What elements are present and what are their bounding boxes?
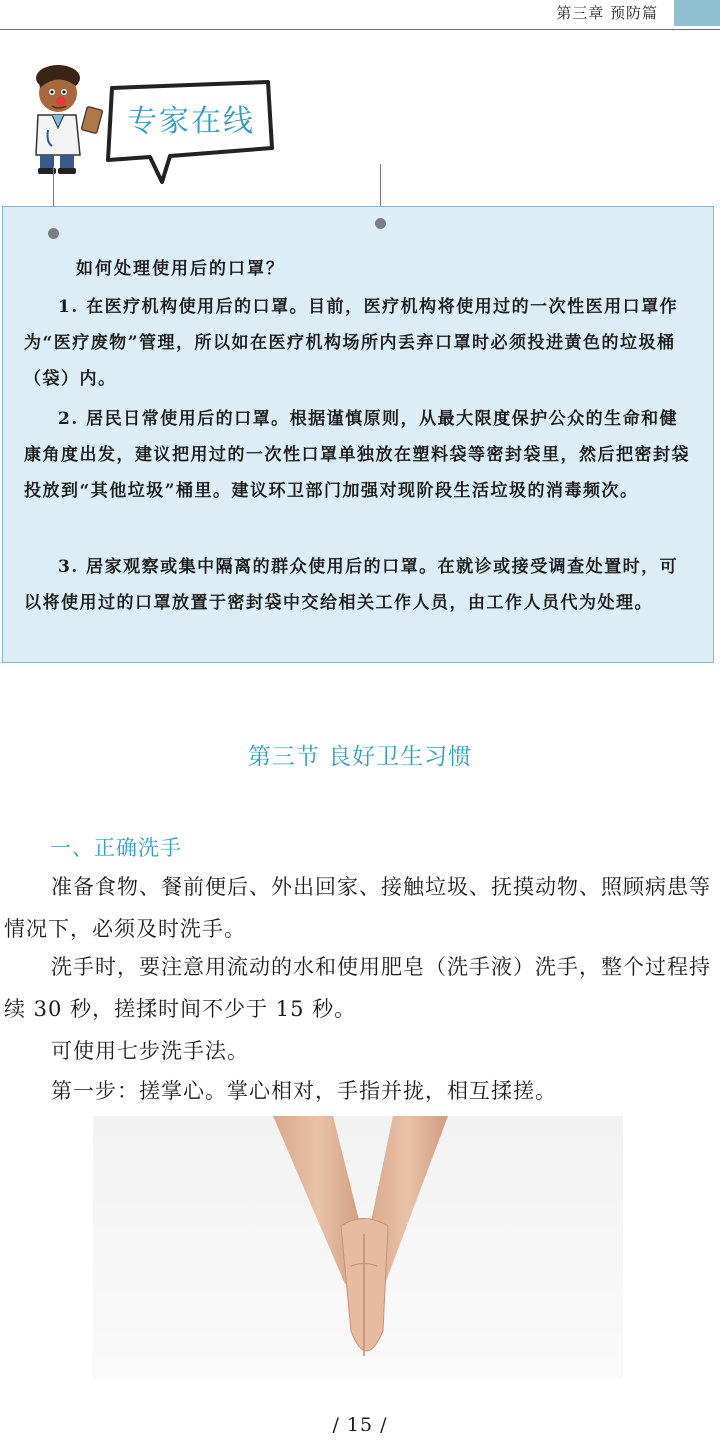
expert-question: 如何处理使用后的口罩？ <box>76 259 285 279</box>
pin-left-front <box>48 228 59 239</box>
body-paragraph-1: 准备食物、餐前便后、外出回家、接触垃圾、抚摸动物、照顾病患等情况下，必须及时洗手。 <box>4 875 711 941</box>
header-rule <box>0 29 720 30</box>
body-paragraph-2: 洗手时，要注意用流动的水和使用肥皂（洗手液）洗手，整个过程持续 30 秒，搓揉时间不少于 15 秒。 <box>4 955 711 1021</box>
chapter-title: 第三章 预防篇 <box>556 4 658 22</box>
page-header <box>0 0 720 30</box>
subheading-hand-washing: 一、正确洗手 <box>50 836 182 860</box>
expert-online-title: 专家在线 <box>127 104 255 139</box>
pin-right-front <box>375 218 386 229</box>
expert-paragraph-2: 2. 居民日常使用后的口罩。根据谨慎原则，从最大限度保护公众的生命和健康角度出发，建议把用过的一次性口罩单独放在塑料袋等密封袋里，然后把密封袋投放到“其他垃圾”桶里。建议环卫部门加强对现阶段生活垃圾的消毒频次。 <box>24 409 690 501</box>
expert-paragraph-3: 3. 居家观察或集中隔离的群众使用后的口罩。在就诊或接受调查处置时，可以将使用过的口罩放置于密封袋中交给相关工作人员，由工作人员代为处理。 <box>24 557 679 613</box>
section-title: 第三节 良好卫生习惯 <box>247 744 473 770</box>
page-number: / 15 / <box>332 1414 388 1436</box>
body-paragraph-3: 可使用七步洗手法。 <box>51 1039 249 1063</box>
body-paragraph-4: 第一步：搓掌心。掌心相对，手指并拢，相互揉搓。 <box>51 1079 557 1103</box>
palm-rubbing-photo <box>93 1116 623 1378</box>
expert-paragraph-1: 1. 在医疗机构使用后的口罩。目前，医疗机构将使用过的一次性医用口罩作为“医疗废物”管理，所以如在医疗机构场所内丢弃口罩时必须投进黄色的垃圾桶（袋）内。 <box>24 297 679 389</box>
header-color-block <box>674 0 720 26</box>
